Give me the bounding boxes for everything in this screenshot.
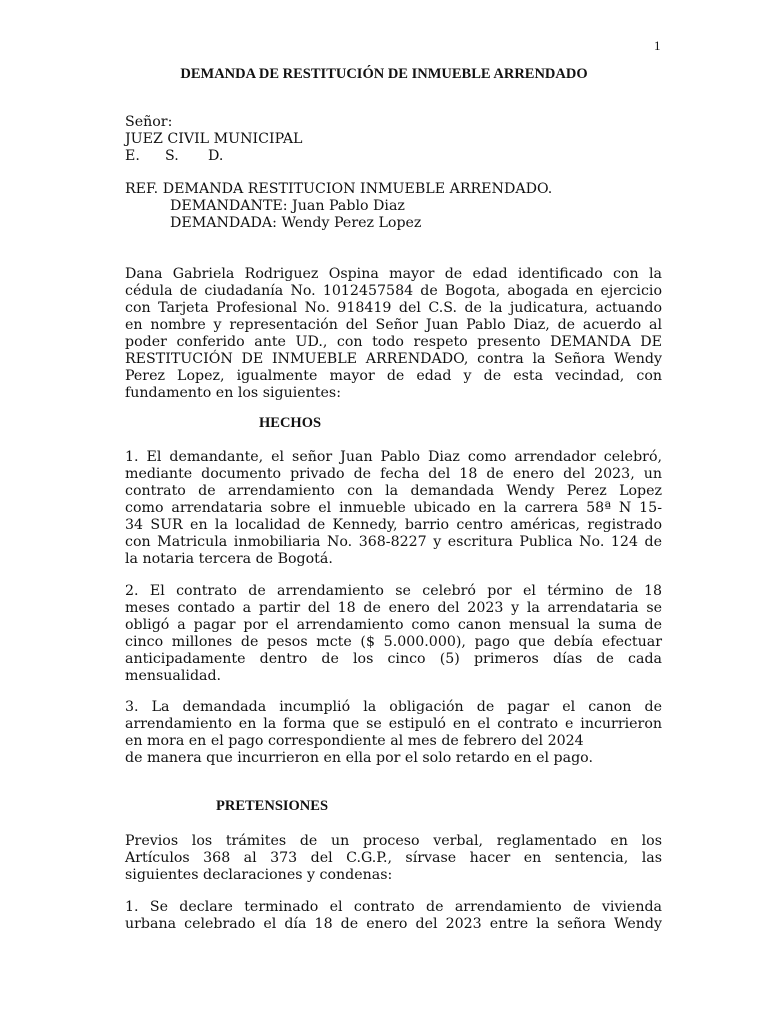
intro-line: RESTITUCIÓN DE INMUEBLE ARRENDADO, contra la Señora Wendy [125,351,662,367]
intro-line: cédula de ciudadanía No. 1012457584 de Bogota, abogada en ejercicio [125,283,662,299]
pretensiones-heading: PRETENSIONES [216,798,329,814]
pretension-1 [125,899,662,933]
pretensiones-line: Previos los trámites de un proceso verbal, reglamentado en los [125,833,662,849]
hecho-1 [125,449,662,568]
hecho-line: en mora en el pago correspondiente al mes de febrero del 2024 [125,733,584,749]
intro-line: fundamento en los siguientes: [125,385,341,401]
hecho-line: meses contado a partir del 18 de enero del 2023 y la arrendataria se [125,600,662,616]
pretension-line: urbana celebrado el día 18 de enero del 2023 entre la señora Wendy [125,916,662,932]
hecho-2 [125,583,662,685]
hecho-line: de manera que incurrieron en ella por el solo retardo en el pago. [125,750,593,766]
addressee-block [125,114,662,165]
intro-line: en nombre y representación del Señor Juan Pablo Diaz, de acuerdo al [125,317,662,333]
reference-defendant: DEMANDADA: Wendy Perez Lopez [170,215,422,231]
reference-plaintiff: DEMANDANTE: Juan Pablo Diaz [170,198,405,214]
document-title: DEMANDA DE RESTITUCIÓN DE INMUEBLE ARRENDADO [180,66,588,82]
esd-d: D. [208,148,224,164]
hecho-line: la notaria tercera de Bogotá. [125,551,333,567]
page-number: 1 [654,38,661,53]
reference-block [125,181,662,232]
intro-line: Perez Lopez, igualmente mayor de edad y de esta vecindad, con [125,368,662,384]
hecho-line: 3. La demandada incumplió la obligación de pagar el canon de [125,699,662,715]
hechos-heading: HECHOS [259,415,322,431]
hecho-line: 2. El contrato de arrendamiento se celebró por el término de 18 [125,583,662,599]
hecho-3 [125,699,662,767]
intro-line: Dana Gabriela Rodriguez Ospina mayor de edad identificado con la [125,266,662,282]
intro-paragraph [125,266,662,402]
pretensiones-intro [125,833,662,884]
pretension-line: 1. Se declare terminado el contrato de arrendamiento de vivienda [125,899,662,915]
hecho-line: contrato de arrendamiento con la demandada Wendy Perez Lopez [125,483,662,499]
reference-subject: REF. DEMANDA RESTITUCION INMUEBLE ARRENDADO. [125,181,553,197]
esd-line [125,148,662,165]
hecho-line: anticipadamente dentro de los cinco (5) primeros días de cada [125,651,662,667]
intro-line: con Tarjeta Profesional No. 918419 del C.S. de la judicatura, actuando [125,300,662,316]
recipient: JUEZ CIVIL MUNICIPAL [125,131,303,147]
hecho-line: con Matricula inmobiliaria No. 368-8227 y escritura Publica No. 124 de [125,534,662,550]
pretensiones-line: Artículos 368 al 373 del C.G.P., sírvase hacer en sentencia, las [125,850,662,866]
hecho-line: arrendamiento en la forma que se estipuló en el contrato e incurrieron [125,716,662,732]
hecho-line: mensualidad. [125,668,222,684]
intro-line: poder conferido ante UD., con todo respeto presento DEMANDA DE [125,334,662,350]
hecho-line: mediante documento privado de fecha del 18 de enero del 2023, un [125,466,662,482]
hecho-line: 1. El demandante, el señor Juan Pablo Diaz como arrendador celebró, [125,449,662,465]
hecho-line: obligó a pagar por el arrendamiento como canon mensual la suma de [125,617,662,633]
esd-e: E. [125,148,140,164]
pretensiones-line: siguientes declaraciones y condenas: [125,867,393,883]
hecho-line: como arrendataria sobre el inmueble ubicado en la carrera 58ª N 15- [125,500,662,516]
salutation: Señor: [125,114,173,130]
hecho-line: cinco millones de pesos mcte ($ 5.000.000), pago que debía efectuar [125,634,662,650]
esd-s: S. [165,148,179,164]
hecho-line: 34 SUR en la localidad de Kennedy, barrio centro américas, registrado [125,517,662,533]
